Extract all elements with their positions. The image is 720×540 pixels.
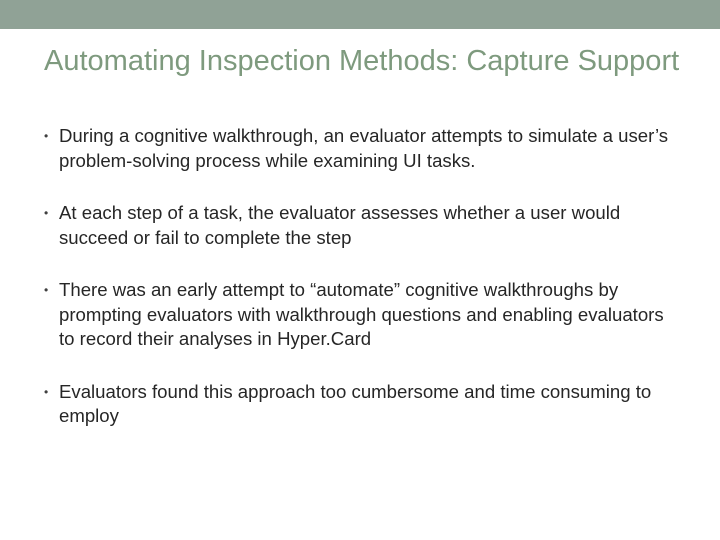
bullet-icon: •	[44, 283, 49, 297]
bullet-icon: •	[44, 206, 49, 220]
bullet-text: There was an early attempt to “automate” cognitive walkthroughs by prompting evaluators with walkthrough questions and enabling evaluators to record their analyses in Hyper.Card	[59, 279, 664, 349]
bullet-icon: •	[44, 384, 49, 399]
top-band	[0, 0, 720, 29]
bullet-text: During a cognitive walkthrough, an evaluator attempts to simulate a user’s problem-solving process while examining UI tasks.	[59, 125, 669, 171]
bullet-item	[44, 201, 684, 250]
bullet-item	[44, 278, 684, 352]
slide-title: Automating Inspection Methods: Capture Support	[44, 45, 680, 77]
bullet-text: Evaluators found this approach too cumbersome and time consuming to employ	[59, 380, 652, 426]
bullet-item	[44, 380, 684, 429]
bullet-list	[44, 124, 684, 429]
bullet-text: At each step of a task, the evaluator assesses whether a user would succeed or fail to complete the step	[59, 202, 621, 248]
bullet-icon: •	[44, 129, 49, 143]
bullet-item	[44, 124, 684, 173]
